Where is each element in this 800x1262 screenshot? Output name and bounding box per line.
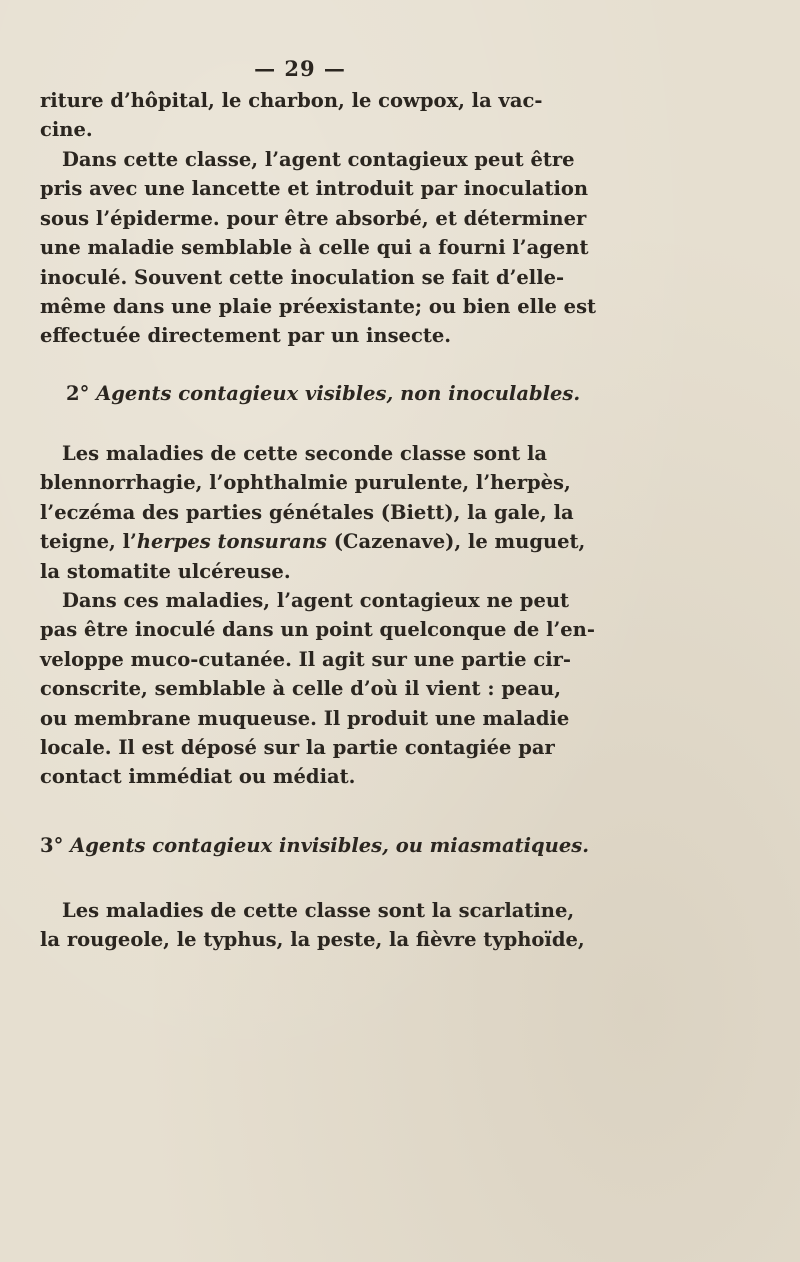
italic-term: herpes tonsurans: [136, 530, 327, 554]
paragraph-1: [40, 86, 542, 145]
text-line: conscrite, semblable à celle d’où il vient : peau,: [40, 677, 561, 701]
section-heading-3: [40, 831, 589, 860]
paragraph-2: [40, 145, 597, 351]
text-line: Les maladies de cette seconde classe sont la: [62, 442, 548, 465]
paragraph-5: [40, 896, 585, 955]
text-line: pris avec une lancette et introduit par inoculation: [40, 177, 589, 201]
section-number: 2°: [66, 382, 90, 405]
paragraph-4: [40, 586, 595, 792]
text-run: teigne, l’: [40, 530, 137, 554]
text-line: même dans une plaie préexistante; ou bien elle est: [40, 295, 597, 319]
text-line: sous l’épiderme. pour être absorbé, et déterminer: [40, 206, 587, 230]
text-line: veloppe muco-cutanée. Il agit sur une partie cir-: [40, 647, 572, 671]
section-heading-2: [66, 379, 581, 408]
text-line: effectuée directement par un insecte.: [40, 324, 452, 348]
text-line: une maladie semblable à celle qui a fourni l’agent: [40, 236, 589, 260]
text-line: [40, 527, 586, 556]
text-line: Dans cette classe, l’agent contagieux peut être: [62, 148, 575, 171]
text-line: Dans ces maladies, l’agent contagieux ne peut: [62, 589, 570, 612]
section-title: Agents contagieux visibles, non inoculables.: [96, 382, 581, 405]
page-number: — 29 —: [254, 56, 346, 81]
section-title: Agents contagieux invisibles, ou miasmatiques.: [70, 834, 589, 857]
section-number: 3°: [40, 834, 64, 857]
paragraph-3: [40, 439, 586, 586]
text-line: riture d’hôpital, le charbon, le cowpox, la vac-: [40, 89, 543, 112]
text-line: ou membrane muqueuse. Il produit une maladie: [40, 706, 570, 730]
text-line: cine.: [40, 118, 93, 142]
text-line: blennorrhagie, l’ophthalmie purulente, l’herpès,: [40, 471, 571, 495]
text-line: Les maladies de cette classe sont la scarlatine,: [62, 899, 575, 922]
text-line: pas être inoculé dans un point quelconque de l’en-: [40, 618, 595, 642]
text-line: locale. Il est déposé sur la partie contagiée par: [40, 736, 555, 760]
text-line: la rougeole, le typhus, la peste, la fièvre typhoïde,: [40, 928, 585, 952]
text-run: (Cazenave), le muguet,: [326, 530, 586, 554]
text-line: inoculé. Souvent cette inoculation se fait d’elle-: [40, 265, 565, 289]
text-line: la stomatite ulcéreuse.: [40, 559, 291, 583]
text-line: contact immédiat ou médiat.: [40, 765, 356, 789]
text-line: l’eczéma des parties génétales (Biett), la gale, la: [40, 500, 574, 524]
